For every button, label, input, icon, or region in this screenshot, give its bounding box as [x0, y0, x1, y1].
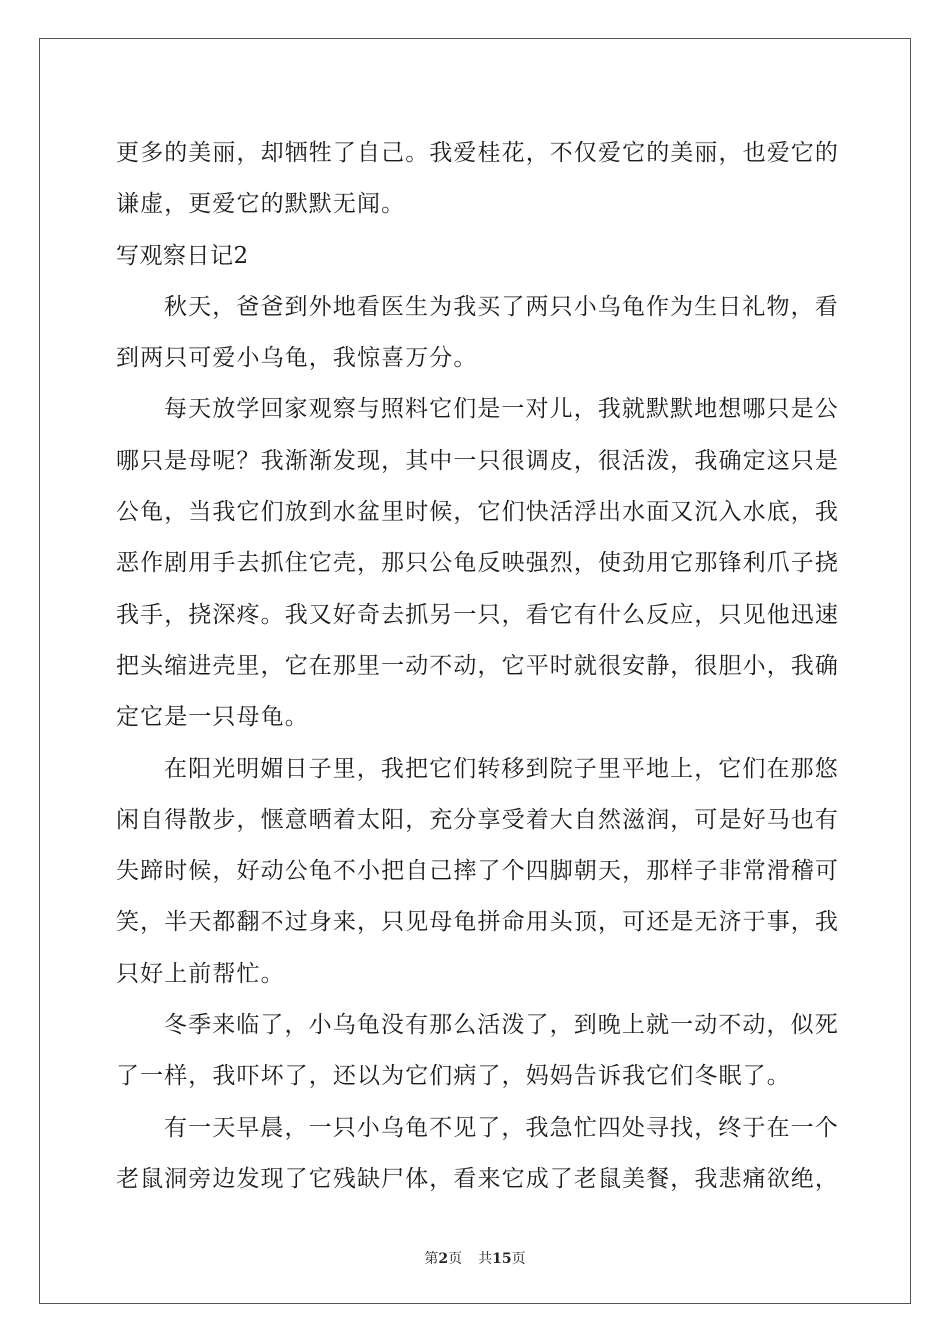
paragraph-first-line: 冬季来临了，小乌龟没有那么活泼了，到晚上就一动不动，似死 — [164, 1012, 839, 1039]
text-line: 恶作剧用手去抓住它壳，那只公龟反映强烈，使劲用它那锋利爪子挠 — [116, 550, 839, 577]
text-line: 笑，半天都翻不过身来，只见母龟拼命用头顶，可还是无济于事，我 — [116, 909, 839, 936]
text-line: 老鼠洞旁边发现了它残缺尸体，看来它成了老鼠美餐，我悲痛欲绝， — [116, 1165, 839, 1192]
text-line: 我手，挠深疼。我又好奇去抓另一只，看它有什么反应，只见他迅速 — [116, 601, 839, 628]
text-line: 把头缩进壳里，它在那里一动不动，它平时就很安静，很胆小，我确 — [116, 652, 839, 679]
paragraph-first-line: 每天放学回家观察与照料它们是一对儿，我就默默地想哪只是公 — [164, 396, 839, 423]
text-line: 谦虚，更爱它的默默无闻。 — [116, 191, 406, 218]
text-line: 更多的美丽，却牺牲了自己。我爱桂花，不仅爱它的美丽，也爱它的 — [116, 140, 839, 166]
paragraph-first-line: 在阳光明媚日子里，我把它们转移到院子里平地上，它们在那悠 — [164, 755, 839, 782]
page-footer — [0, 1248, 950, 1268]
document-body — [116, 128, 839, 1205]
text-line: 公龟，当我它们放到水盆里时候，它们快活浮出水面又沉入水底，我 — [116, 499, 839, 526]
text-line: 到两只可爱小乌龟，我惊喜万分。 — [116, 345, 478, 372]
paragraph-first-line: 秋天，爸爸到外地看医生为我买了两只小乌龟作为生日礼物，看 — [164, 293, 839, 320]
section-heading: 写观察日记2 — [116, 242, 249, 269]
page-total: 共15页 — [478, 1251, 526, 1267]
paragraph-first-line: 有一天早晨，一只小乌龟不见了，我急忙四处寻找，终于在一个 — [164, 1114, 839, 1141]
page-number: 第2页 — [424, 1251, 463, 1267]
text-line: 了一样，我吓坏了，还以为它们病了，妈妈告诉我它们冬眠了。 — [116, 1063, 791, 1090]
text-line: 闲自得散步，惬意晒着太阳，充分享受着大自然滋润，可是好马也有 — [116, 806, 839, 833]
text-line: 定它是一只母龟。 — [116, 704, 309, 731]
text-line: 哪只是母呢？我渐渐发现，其中一只很调皮，很活泼，我确定这只是 — [116, 447, 839, 474]
text-line: 只好上前帮忙。 — [116, 960, 285, 987]
text-line: 失蹄时候，好动公龟不小把自己摔了个四脚朝天，那样子非常滑稽可 — [116, 858, 839, 885]
